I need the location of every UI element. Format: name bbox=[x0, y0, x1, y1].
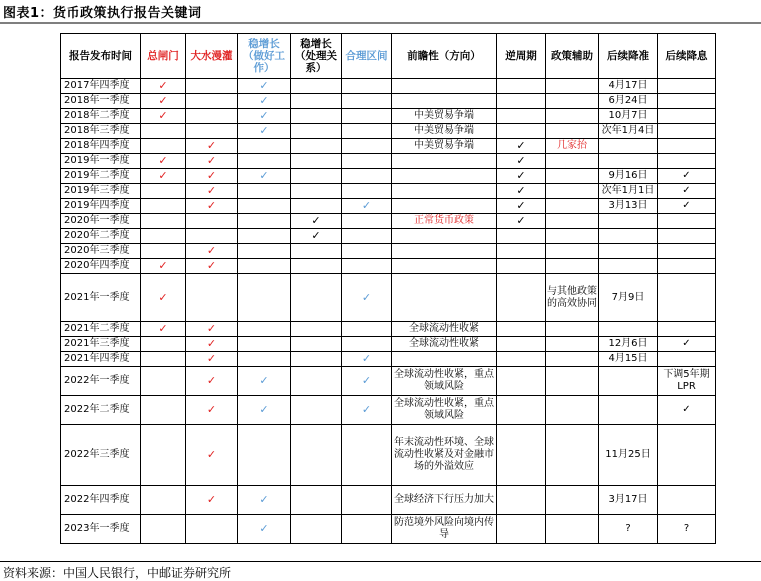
check-icon: ✓ bbox=[141, 322, 186, 337]
forward-looking-cell bbox=[392, 94, 497, 109]
policy-support-cell bbox=[546, 425, 599, 486]
empty-cell bbox=[497, 367, 546, 396]
quarter-cell: 2020年三季度 bbox=[61, 244, 141, 259]
header-row bbox=[61, 34, 716, 79]
column-header: 总闸门 bbox=[141, 34, 186, 79]
empty-cell bbox=[291, 109, 342, 124]
table-row bbox=[61, 322, 716, 337]
empty-cell bbox=[291, 367, 342, 396]
policy-support-cell bbox=[546, 79, 599, 94]
table-row bbox=[61, 259, 716, 274]
check-icon: ✓ bbox=[186, 154, 238, 169]
rate-cut-cell bbox=[658, 229, 716, 244]
quarter-cell: 2019年二季度 bbox=[61, 169, 141, 184]
check-icon: ✓ bbox=[238, 94, 291, 109]
check-icon: ✓ bbox=[291, 229, 342, 244]
rrr-cut-cell bbox=[599, 367, 658, 396]
quarter-cell: 2020年一季度 bbox=[61, 214, 141, 229]
table-row bbox=[61, 396, 716, 425]
empty-cell bbox=[141, 139, 186, 154]
empty-cell bbox=[238, 259, 291, 274]
policy-support-cell bbox=[546, 199, 599, 214]
policy-support-cell bbox=[546, 109, 599, 124]
column-header: 政策辅助 bbox=[546, 34, 599, 79]
empty-cell bbox=[291, 337, 342, 352]
empty-cell bbox=[342, 515, 392, 544]
source-divider bbox=[0, 561, 761, 562]
check-icon: ✓ bbox=[497, 169, 546, 184]
quarter-cell: 2019年三季度 bbox=[61, 184, 141, 199]
quarter-cell: 2022年四季度 bbox=[61, 486, 141, 515]
column-header: 报告发布时间 bbox=[61, 34, 141, 79]
empty-cell bbox=[291, 169, 342, 184]
empty-cell bbox=[497, 124, 546, 139]
table-row bbox=[61, 94, 716, 109]
forward-looking-cell: 中美贸易争端 bbox=[392, 124, 497, 139]
table-row bbox=[61, 139, 716, 154]
forward-looking-cell bbox=[392, 169, 497, 184]
check-icon: ✓ bbox=[238, 515, 291, 544]
rrr-cut-cell: 7月9日 bbox=[599, 274, 658, 322]
policy-support-cell bbox=[546, 214, 599, 229]
check-icon: ✓ bbox=[186, 244, 238, 259]
empty-cell bbox=[238, 352, 291, 367]
empty-cell bbox=[141, 367, 186, 396]
empty-cell bbox=[342, 229, 392, 244]
check-icon: ✓ bbox=[342, 199, 392, 214]
check-icon: ✓ bbox=[497, 184, 546, 199]
rate-cut-cell: 下调5年期LPR bbox=[658, 367, 716, 396]
empty-cell bbox=[141, 229, 186, 244]
check-icon: ✓ bbox=[238, 79, 291, 94]
empty-cell bbox=[186, 229, 238, 244]
empty-cell bbox=[141, 396, 186, 425]
empty-cell bbox=[291, 139, 342, 154]
quarter-cell: 2022年三季度 bbox=[61, 425, 141, 486]
policy-support-cell bbox=[546, 184, 599, 199]
policy-support-cell bbox=[546, 486, 599, 515]
table-row bbox=[61, 199, 716, 214]
check-icon: ✓ bbox=[141, 169, 186, 184]
check-icon: ✓ bbox=[186, 367, 238, 396]
empty-cell bbox=[291, 352, 342, 367]
quarter-cell: 2023年一季度 bbox=[61, 515, 141, 544]
empty-cell bbox=[342, 322, 392, 337]
empty-cell bbox=[342, 425, 392, 486]
quarter-cell: 2018年二季度 bbox=[61, 109, 141, 124]
check-icon: ✓ bbox=[291, 214, 342, 229]
rrr-cut-cell bbox=[599, 259, 658, 274]
empty-cell bbox=[291, 154, 342, 169]
empty-cell bbox=[497, 515, 546, 544]
rate-cut-cell: ✓ bbox=[658, 169, 716, 184]
table-row bbox=[61, 367, 716, 396]
check-icon: ✓ bbox=[342, 352, 392, 367]
policy-support-cell bbox=[546, 259, 599, 274]
empty-cell bbox=[291, 124, 342, 139]
empty-cell bbox=[291, 199, 342, 214]
rate-cut-cell bbox=[658, 79, 716, 94]
rrr-cut-cell: 次年1月1日 bbox=[599, 184, 658, 199]
table-row bbox=[61, 425, 716, 486]
policy-support-cell bbox=[546, 124, 599, 139]
rate-cut-cell bbox=[658, 139, 716, 154]
policy-support-cell bbox=[546, 154, 599, 169]
check-icon: ✓ bbox=[186, 259, 238, 274]
empty-cell bbox=[291, 396, 342, 425]
empty-cell bbox=[186, 274, 238, 322]
check-icon: ✓ bbox=[186, 184, 238, 199]
check-icon: ✓ bbox=[141, 259, 186, 274]
empty-cell bbox=[238, 425, 291, 486]
table-row bbox=[61, 274, 716, 322]
table-row bbox=[61, 79, 716, 94]
empty-cell bbox=[497, 425, 546, 486]
empty-cell bbox=[141, 352, 186, 367]
empty-cell bbox=[342, 94, 392, 109]
empty-cell bbox=[291, 515, 342, 544]
forward-looking-cell bbox=[392, 199, 497, 214]
column-header: 稳增长（处理关系） bbox=[291, 34, 342, 79]
empty-cell bbox=[497, 259, 546, 274]
column-header: 后续降息 bbox=[658, 34, 716, 79]
rate-cut-cell bbox=[658, 352, 716, 367]
policy-support-cell bbox=[546, 94, 599, 109]
table-row bbox=[61, 244, 716, 259]
table-body bbox=[61, 79, 716, 544]
empty-cell bbox=[342, 214, 392, 229]
policy-support-cell bbox=[546, 515, 599, 544]
title-divider bbox=[0, 22, 761, 24]
rrr-cut-cell: 3月17日 bbox=[599, 486, 658, 515]
empty-cell bbox=[291, 425, 342, 486]
check-icon: ✓ bbox=[141, 109, 186, 124]
table-row bbox=[61, 515, 716, 544]
empty-cell bbox=[238, 199, 291, 214]
empty-cell bbox=[497, 79, 546, 94]
rate-cut-cell: ✓ bbox=[658, 184, 716, 199]
empty-cell bbox=[291, 486, 342, 515]
empty-cell bbox=[186, 79, 238, 94]
empty-cell bbox=[238, 139, 291, 154]
quarter-cell: 2022年二季度 bbox=[61, 396, 141, 425]
empty-cell bbox=[238, 274, 291, 322]
empty-cell bbox=[497, 352, 546, 367]
empty-cell bbox=[141, 425, 186, 486]
rrr-cut-cell bbox=[599, 322, 658, 337]
rate-cut-cell bbox=[658, 94, 716, 109]
rate-cut-cell bbox=[658, 322, 716, 337]
check-icon: ✓ bbox=[186, 139, 238, 154]
rrr-cut-cell: 12月6日 bbox=[599, 337, 658, 352]
empty-cell bbox=[342, 79, 392, 94]
policy-support-cell bbox=[546, 367, 599, 396]
quarter-cell: 2021年四季度 bbox=[61, 352, 141, 367]
rrr-cut-cell bbox=[599, 229, 658, 244]
quarter-cell: 2018年三季度 bbox=[61, 124, 141, 139]
table-row bbox=[61, 109, 716, 124]
empty-cell bbox=[497, 244, 546, 259]
empty-cell bbox=[141, 214, 186, 229]
check-icon: ✓ bbox=[497, 139, 546, 154]
empty-cell bbox=[342, 244, 392, 259]
empty-cell bbox=[291, 244, 342, 259]
check-icon: ✓ bbox=[186, 486, 238, 515]
empty-cell bbox=[497, 229, 546, 244]
table-row bbox=[61, 214, 716, 229]
keyword-table bbox=[60, 33, 716, 544]
empty-cell bbox=[238, 322, 291, 337]
empty-cell bbox=[238, 184, 291, 199]
empty-cell bbox=[291, 259, 342, 274]
quarter-cell: 2021年一季度 bbox=[61, 274, 141, 322]
check-icon: ✓ bbox=[186, 169, 238, 184]
quarter-cell: 2019年四季度 bbox=[61, 199, 141, 214]
empty-cell bbox=[291, 79, 342, 94]
policy-support-cell bbox=[546, 169, 599, 184]
quarter-cell: 2017年四季度 bbox=[61, 79, 141, 94]
rrr-cut-cell: 4月15日 bbox=[599, 352, 658, 367]
empty-cell bbox=[291, 274, 342, 322]
forward-looking-cell: 防范境外风险向境内传导 bbox=[392, 515, 497, 544]
rrr-cut-cell bbox=[599, 396, 658, 425]
column-header: 前瞻性（方向） bbox=[392, 34, 497, 79]
forward-looking-cell bbox=[392, 274, 497, 322]
quarter-cell: 2020年四季度 bbox=[61, 259, 141, 274]
column-header: 后续降准 bbox=[599, 34, 658, 79]
empty-cell bbox=[291, 184, 342, 199]
table-row bbox=[61, 352, 716, 367]
rate-cut-cell bbox=[658, 154, 716, 169]
check-icon: ✓ bbox=[186, 199, 238, 214]
forward-looking-cell: 中美贸易争端 bbox=[392, 109, 497, 124]
rate-cut-cell bbox=[658, 425, 716, 486]
check-icon: ✓ bbox=[238, 396, 291, 425]
empty-cell bbox=[342, 337, 392, 352]
table-row bbox=[61, 486, 716, 515]
rrr-cut-cell bbox=[599, 244, 658, 259]
empty-cell bbox=[141, 337, 186, 352]
policy-support-cell: 与其他政策的高效协同 bbox=[546, 274, 599, 322]
check-icon: ✓ bbox=[141, 274, 186, 322]
empty-cell bbox=[186, 214, 238, 229]
check-icon: ✓ bbox=[497, 154, 546, 169]
empty-cell bbox=[342, 139, 392, 154]
quarter-cell: 2018年四季度 bbox=[61, 139, 141, 154]
policy-support-cell bbox=[546, 322, 599, 337]
empty-cell bbox=[141, 244, 186, 259]
check-icon: ✓ bbox=[186, 352, 238, 367]
check-icon: ✓ bbox=[141, 154, 186, 169]
rrr-cut-cell: ? bbox=[599, 515, 658, 544]
forward-looking-cell: 年末流动性环境、全球流动性收紧及对金融市场的外溢效应 bbox=[392, 425, 497, 486]
rate-cut-cell bbox=[658, 214, 716, 229]
empty-cell bbox=[291, 94, 342, 109]
empty-cell bbox=[186, 124, 238, 139]
rate-cut-cell: ✓ bbox=[658, 337, 716, 352]
forward-looking-cell bbox=[392, 259, 497, 274]
policy-support-cell bbox=[546, 352, 599, 367]
rate-cut-cell bbox=[658, 109, 716, 124]
rrr-cut-cell: 9月16日 bbox=[599, 169, 658, 184]
empty-cell bbox=[238, 244, 291, 259]
empty-cell bbox=[497, 274, 546, 322]
policy-support-cell bbox=[546, 396, 599, 425]
quarter-cell: 2018年一季度 bbox=[61, 94, 141, 109]
check-icon: ✓ bbox=[186, 322, 238, 337]
rrr-cut-cell bbox=[599, 154, 658, 169]
forward-looking-cell: 正常货币政策 bbox=[392, 214, 497, 229]
check-icon: ✓ bbox=[497, 214, 546, 229]
table-row bbox=[61, 337, 716, 352]
rrr-cut-cell: 11月25日 bbox=[599, 425, 658, 486]
check-icon: ✓ bbox=[342, 274, 392, 322]
empty-cell bbox=[497, 94, 546, 109]
empty-cell bbox=[342, 169, 392, 184]
column-header: 逆周期 bbox=[497, 34, 546, 79]
rate-cut-cell bbox=[658, 244, 716, 259]
forward-looking-cell bbox=[392, 154, 497, 169]
quarter-cell: 2020年二季度 bbox=[61, 229, 141, 244]
forward-looking-cell: 全球流动性收紧，重点领域风险 bbox=[392, 396, 497, 425]
rate-cut-cell: ✓ bbox=[658, 396, 716, 425]
empty-cell bbox=[186, 515, 238, 544]
table-row bbox=[61, 169, 716, 184]
quarter-cell: 2021年二季度 bbox=[61, 322, 141, 337]
check-icon: ✓ bbox=[141, 79, 186, 94]
empty-cell bbox=[342, 184, 392, 199]
check-icon: ✓ bbox=[238, 486, 291, 515]
empty-cell bbox=[342, 486, 392, 515]
table-row bbox=[61, 154, 716, 169]
quarter-cell: 2022年一季度 bbox=[61, 367, 141, 396]
column-header: 稳增长（做好工作） bbox=[238, 34, 291, 79]
forward-looking-cell: 全球流动性收紧 bbox=[392, 322, 497, 337]
forward-looking-cell: 中美贸易争端 bbox=[392, 139, 497, 154]
rrr-cut-cell: 次年1月4日 bbox=[599, 124, 658, 139]
table-row bbox=[61, 229, 716, 244]
check-icon: ✓ bbox=[238, 169, 291, 184]
column-header: 大水漫灌 bbox=[186, 34, 238, 79]
empty-cell bbox=[342, 154, 392, 169]
rate-cut-cell: ? bbox=[658, 515, 716, 544]
forward-looking-cell bbox=[392, 352, 497, 367]
policy-support-cell: 几家抬 bbox=[546, 139, 599, 154]
empty-cell bbox=[342, 109, 392, 124]
check-icon: ✓ bbox=[186, 396, 238, 425]
rrr-cut-cell: 10月7日 bbox=[599, 109, 658, 124]
table-row bbox=[61, 124, 716, 139]
empty-cell bbox=[141, 184, 186, 199]
empty-cell bbox=[238, 229, 291, 244]
policy-support-cell bbox=[546, 337, 599, 352]
figure-title: 图表1：货币政策执行报告关键词 bbox=[3, 6, 202, 21]
empty-cell bbox=[141, 486, 186, 515]
source-note: 资料来源：中国人民银行，中邮证券研究所 bbox=[3, 566, 232, 580]
check-icon: ✓ bbox=[238, 109, 291, 124]
empty-cell bbox=[497, 337, 546, 352]
column-header: 合理区间 bbox=[342, 34, 392, 79]
check-icon: ✓ bbox=[141, 94, 186, 109]
forward-looking-cell bbox=[392, 79, 497, 94]
policy-support-cell bbox=[546, 229, 599, 244]
check-icon: ✓ bbox=[342, 396, 392, 425]
empty-cell bbox=[186, 109, 238, 124]
check-icon: ✓ bbox=[238, 367, 291, 396]
check-icon: ✓ bbox=[497, 199, 546, 214]
policy-support-cell bbox=[546, 244, 599, 259]
check-icon: ✓ bbox=[186, 425, 238, 486]
rrr-cut-cell: 6月24日 bbox=[599, 94, 658, 109]
forward-looking-cell: 全球经济下行压力加大 bbox=[392, 486, 497, 515]
empty-cell bbox=[238, 154, 291, 169]
empty-cell bbox=[141, 124, 186, 139]
rate-cut-cell bbox=[658, 486, 716, 515]
empty-cell bbox=[497, 322, 546, 337]
check-icon: ✓ bbox=[186, 337, 238, 352]
quarter-cell: 2019年一季度 bbox=[61, 154, 141, 169]
forward-looking-cell bbox=[392, 229, 497, 244]
empty-cell bbox=[497, 486, 546, 515]
forward-looking-cell bbox=[392, 184, 497, 199]
empty-cell bbox=[238, 214, 291, 229]
empty-cell bbox=[238, 337, 291, 352]
empty-cell bbox=[291, 322, 342, 337]
rrr-cut-cell bbox=[599, 139, 658, 154]
empty-cell bbox=[497, 109, 546, 124]
empty-cell bbox=[342, 124, 392, 139]
check-icon: ✓ bbox=[342, 367, 392, 396]
rrr-cut-cell bbox=[599, 214, 658, 229]
empty-cell bbox=[141, 199, 186, 214]
rrr-cut-cell: 3月13日 bbox=[599, 199, 658, 214]
check-icon: ✓ bbox=[238, 124, 291, 139]
rate-cut-cell bbox=[658, 274, 716, 322]
quarter-cell: 2021年三季度 bbox=[61, 337, 141, 352]
forward-looking-cell: 全球流动性收紧 bbox=[392, 337, 497, 352]
empty-cell bbox=[186, 94, 238, 109]
rrr-cut-cell: 4月17日 bbox=[599, 79, 658, 94]
table-row bbox=[61, 184, 716, 199]
empty-cell bbox=[342, 259, 392, 274]
forward-looking-cell bbox=[392, 244, 497, 259]
forward-looking-cell: 全球流动性收紧，重点领域风险 bbox=[392, 367, 497, 396]
rate-cut-cell bbox=[658, 124, 716, 139]
rate-cut-cell bbox=[658, 259, 716, 274]
empty-cell bbox=[141, 515, 186, 544]
rate-cut-cell: ✓ bbox=[658, 199, 716, 214]
empty-cell bbox=[497, 396, 546, 425]
